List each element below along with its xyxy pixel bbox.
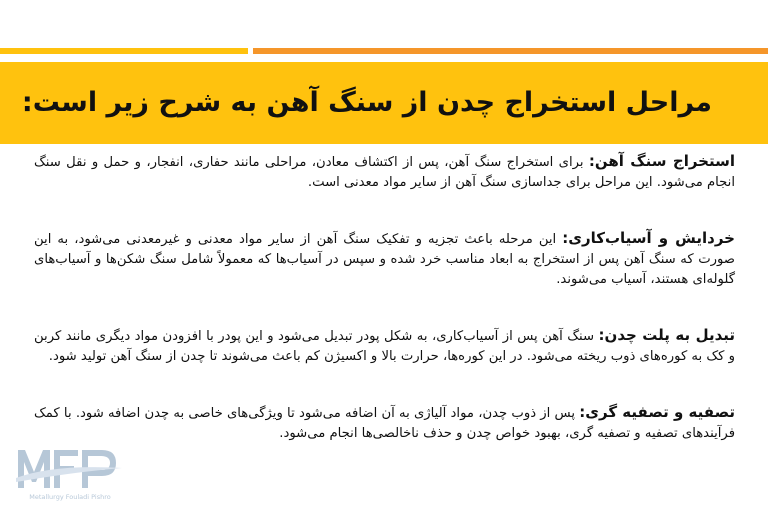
section-text: برای استخراج سنگ آهن، پس از اکتشاف معادن، مراحلی مانند حفاری، انفجار، و حمل و نقل سنگ انجام می‌شود. این مراحل برای جداسازی سنگ آهن از سایر مواد معدنی است. [34,155,735,190]
section-text: این مرحله باعث تجزیه و تفکیک سنگ آهن از سایر مواد معدنی و غیرمعدنی می‌شود، به این صورت که سنگ آهن پس از استخراج به ابعاد مناسب خرد شده و سپس در آسیاب‌ها که معمولاً شامل سنگ شکن‌ها و آسیاب‌های گلوله‌ای هستند، آسیاب می‌شوند. [34,232,735,287]
section-conversion-to-pig-iron [34,325,735,367]
section-crushing-grinding [34,228,735,290]
logo-caption: Metallurgy Fouladi Pishro [29,493,111,501]
section-text: سنگ آهن پس از آسیاب‌کاری، به شکل پودر تبدیل می‌شود و این پودر با افزودن مواد دیگری مانند کربن و کک به کوره‌های ذوب ریخته می‌شود. در این کوره‌ها، حرارت بالا و اکسیژن کم باعث می‌شوند تا چدن از سنگ آهن تولید شود. [34,329,735,364]
top-accent-bar-orange [253,48,768,54]
title-band [0,62,768,144]
page-title: مراحل استخراج چدن از سنگ آهن به شرح زیر است: [21,87,712,118]
section-term: خردایش و آسیاب‌کاری: [562,229,735,247]
section-term: استخراج سنگ آهن: [588,152,735,170]
mfp-logo-icon [14,444,126,492]
section-text: پس از ذوب چدن، مواد آلیاژی به آن اضافه می‌شود تا ویژگی‌های خاصی به چدن اضافه شود. با کمک فرآیندهای تصفیه و تصفیه گری، بهبود خواص چدن و حذف ناخالصی‌ها انجام می‌شود. [34,406,735,441]
content-body [34,151,735,444]
section-term: تصفیه و تصفیه گری: [579,403,735,421]
section-term: تبدیل به پلت چدن: [598,326,736,344]
section-iron-ore-extraction [34,151,735,193]
watermark-logo [14,444,126,504]
top-accent-bar-yellow [0,48,248,54]
section-refining [34,402,735,444]
